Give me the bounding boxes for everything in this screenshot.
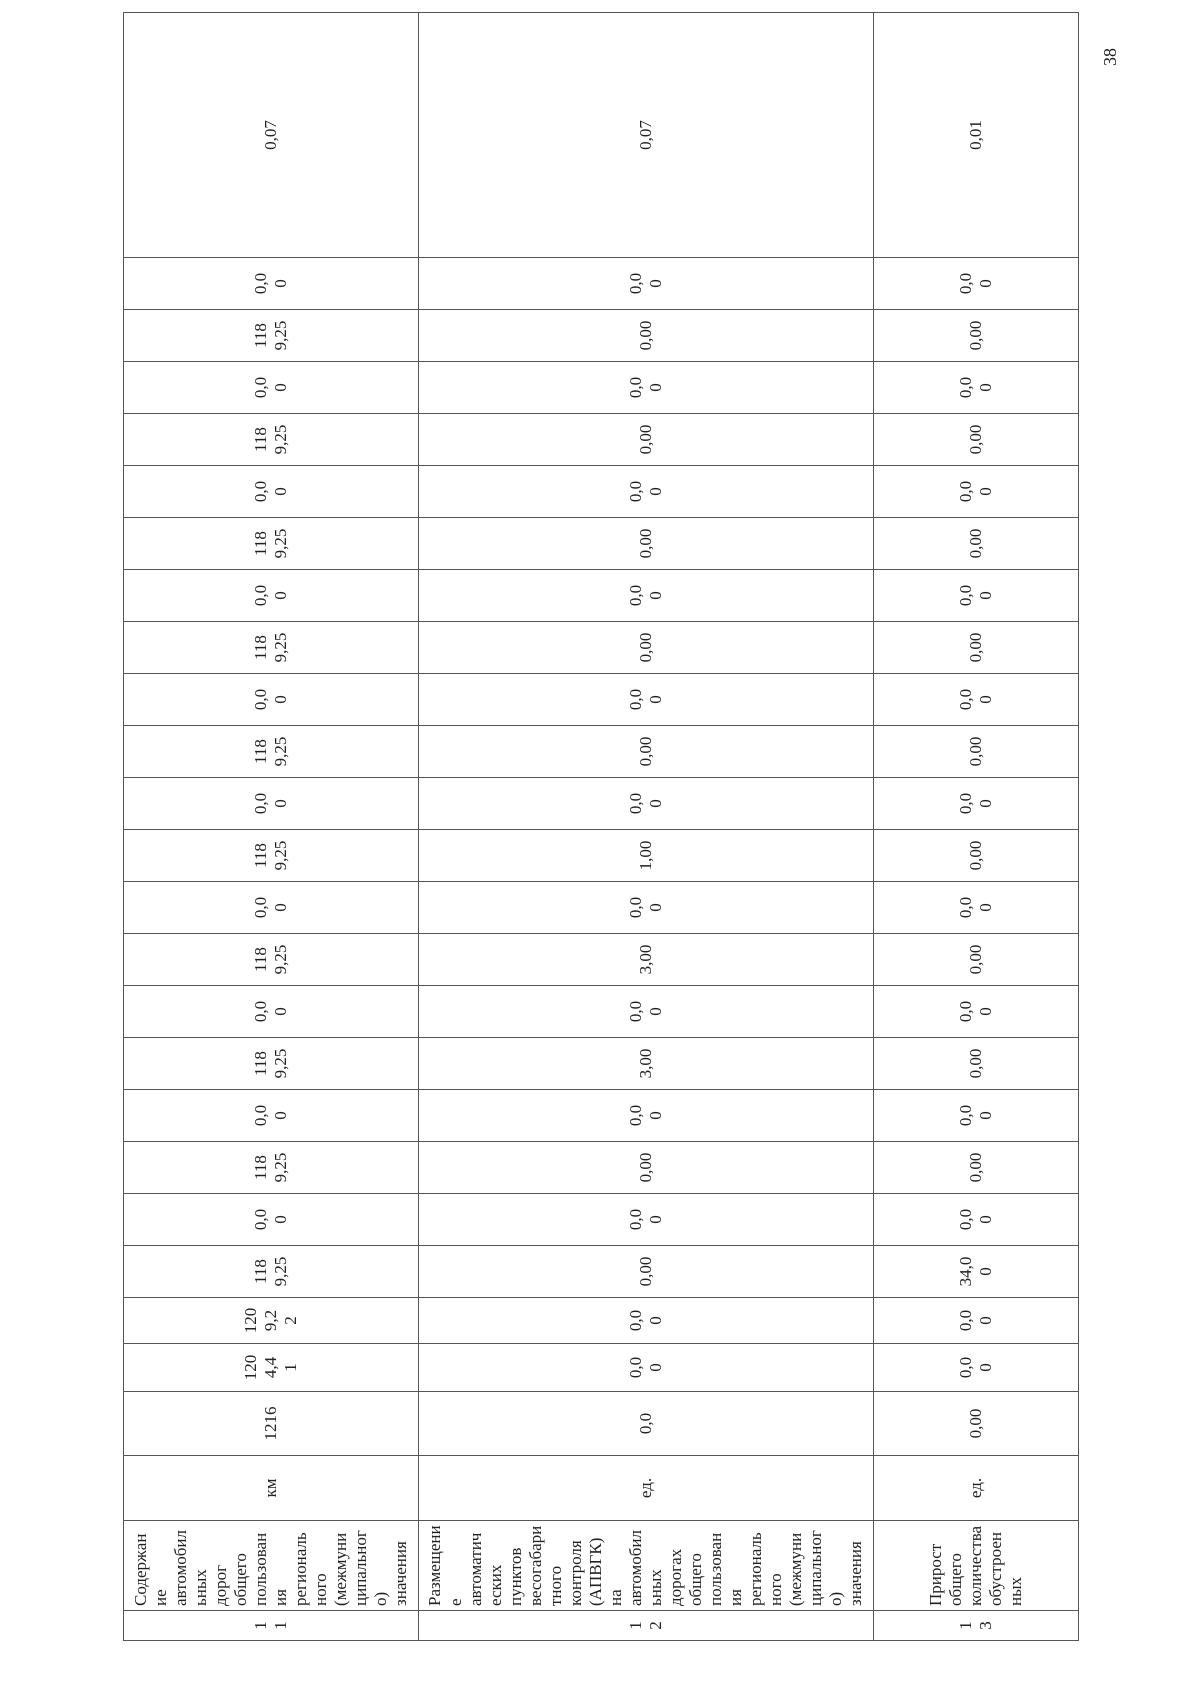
fact-value-cell: 0,0 0 xyxy=(124,466,419,518)
indicator-name-cell: Содержан ие автомобил ьных дорог общего пользован ия региональ ного (межмуни ципальног о) значения xyxy=(124,1521,419,1611)
value-cell: 0,0 0 xyxy=(874,1298,1079,1344)
value-cell: 0,0 xyxy=(419,1392,874,1456)
fact-value-cell: 0,0 0 xyxy=(874,986,1079,1038)
value-cell: 0,00 xyxy=(874,1392,1079,1456)
plan-value-cell: 1,00 xyxy=(419,830,874,882)
unit-cell: ед. xyxy=(419,1456,874,1521)
plan-value-cell: 0,00 xyxy=(874,1038,1079,1090)
fact-value-cell: 0,0 0 xyxy=(124,674,419,726)
fact-value-cell: 0,0 0 xyxy=(874,1194,1079,1246)
row-index-cell: 1 1 xyxy=(124,1611,419,1641)
table-row xyxy=(124,13,419,1641)
fact-value-cell: 0,0 0 xyxy=(419,362,874,414)
fact-value-cell: 0,0 0 xyxy=(124,1090,419,1142)
unit-cell: км xyxy=(124,1456,419,1521)
fact-value-cell: 0,0 0 xyxy=(419,1090,874,1142)
fact-value-cell: 0,0 0 xyxy=(874,882,1079,934)
fact-value-cell: 0,0 0 xyxy=(419,674,874,726)
total-value-cell: 0,07 xyxy=(124,13,419,258)
plan-value-cell: 0,00 xyxy=(874,622,1079,674)
table-row xyxy=(874,13,1079,1641)
fact-value-cell: 0,0 0 xyxy=(124,778,419,830)
plan-value-cell: 118 9,25 xyxy=(124,1246,419,1298)
fact-value-cell: 0,0 0 xyxy=(874,778,1079,830)
value-cell: 0,0 0 xyxy=(419,1344,874,1392)
value-cell: 0,0 0 xyxy=(419,1298,874,1344)
fact-value-cell: 0,0 0 xyxy=(874,1090,1079,1142)
plan-value-cell: 118 9,25 xyxy=(124,934,419,986)
plan-value-cell: 0,00 xyxy=(419,622,874,674)
plan-value-cell: 0,00 xyxy=(874,414,1079,466)
value-cell: 0,0 0 xyxy=(874,1344,1079,1392)
fact-value-cell: 0,0 0 xyxy=(419,986,874,1038)
fact-value-cell: 0,0 0 xyxy=(874,570,1079,622)
fact-value-cell: 0,0 0 xyxy=(124,570,419,622)
plan-value-cell: 0,00 xyxy=(419,726,874,778)
table-row xyxy=(419,13,874,1641)
fact-value-cell: 0,0 0 xyxy=(124,362,419,414)
indicator-name-cell: Прирост общего количества обустроен ных xyxy=(874,1521,1079,1611)
plan-value-cell: 0,00 xyxy=(419,310,874,362)
value-cell: 120 4,4 1 xyxy=(124,1344,419,1392)
fact-value-cell: 0,0 0 xyxy=(874,674,1079,726)
fact-value-cell: 0,0 0 xyxy=(874,466,1079,518)
value-cell: 120 9,2 2 xyxy=(124,1298,419,1344)
total-value-cell: 0,01 xyxy=(874,13,1079,258)
indicator-name-cell: Размещени е автоматич еских пунктов весогабари тного контроля (АПВГК) на автомобил ьных дорогах общего пользован ия региональ ного (межмуни ципальног о) значения xyxy=(419,1521,874,1611)
fact-value-cell: 0,0 0 xyxy=(419,570,874,622)
fact-value-cell: 0,0 0 xyxy=(874,362,1079,414)
plan-value-cell: 0,00 xyxy=(874,310,1079,362)
page-number: 38 xyxy=(1100,48,1120,66)
unit-cell: ед. xyxy=(874,1456,1079,1521)
plan-value-cell: 118 9,25 xyxy=(124,414,419,466)
plan-value-cell: 3,00 xyxy=(419,1038,874,1090)
plan-value-cell: 118 9,25 xyxy=(124,622,419,674)
plan-value-cell: 118 9,25 xyxy=(124,310,419,362)
plan-value-cell: 0,00 xyxy=(419,414,874,466)
plan-value-cell: 34,0 0 xyxy=(874,1246,1079,1298)
plan-value-cell: 118 9,25 xyxy=(124,830,419,882)
fact-value-cell: 0,0 0 xyxy=(124,986,419,1038)
plan-value-cell: 0,00 xyxy=(874,1142,1079,1194)
fact-value-cell: 0,0 0 xyxy=(419,778,874,830)
fact-value-cell: 0,0 0 xyxy=(419,1194,874,1246)
fact-value-cell: 0,0 0 xyxy=(419,882,874,934)
fact-value-cell: 0,0 0 xyxy=(419,258,874,310)
plan-value-cell: 0,00 xyxy=(419,1246,874,1298)
plan-value-cell: 0,00 xyxy=(419,1142,874,1194)
fact-value-cell: 0,0 0 xyxy=(419,466,874,518)
row-index-cell: 1 2 xyxy=(419,1611,874,1641)
plan-value-cell: 118 9,25 xyxy=(124,1142,419,1194)
indicator-table xyxy=(123,12,1079,1641)
plan-value-cell: 0,00 xyxy=(419,518,874,570)
value-cell: 1216 xyxy=(124,1392,419,1456)
plan-value-cell: 0,00 xyxy=(874,518,1079,570)
plan-value-cell: 3,00 xyxy=(419,934,874,986)
row-index-cell: 1 3 xyxy=(874,1611,1079,1641)
total-value-cell: 0,07 xyxy=(419,13,874,258)
fact-value-cell: 0,0 0 xyxy=(124,258,419,310)
fact-value-cell: 0,0 0 xyxy=(124,1194,419,1246)
plan-value-cell: 0,00 xyxy=(874,830,1079,882)
plan-value-cell: 0,00 xyxy=(874,934,1079,986)
plan-value-cell: 0,00 xyxy=(874,726,1079,778)
plan-value-cell: 118 9,25 xyxy=(124,726,419,778)
plan-value-cell: 118 9,25 xyxy=(124,518,419,570)
fact-value-cell: 0,0 0 xyxy=(874,258,1079,310)
fact-value-cell: 0,0 0 xyxy=(124,882,419,934)
rotated-table-wrapper xyxy=(123,56,1078,1641)
plan-value-cell: 118 9,25 xyxy=(124,1038,419,1090)
